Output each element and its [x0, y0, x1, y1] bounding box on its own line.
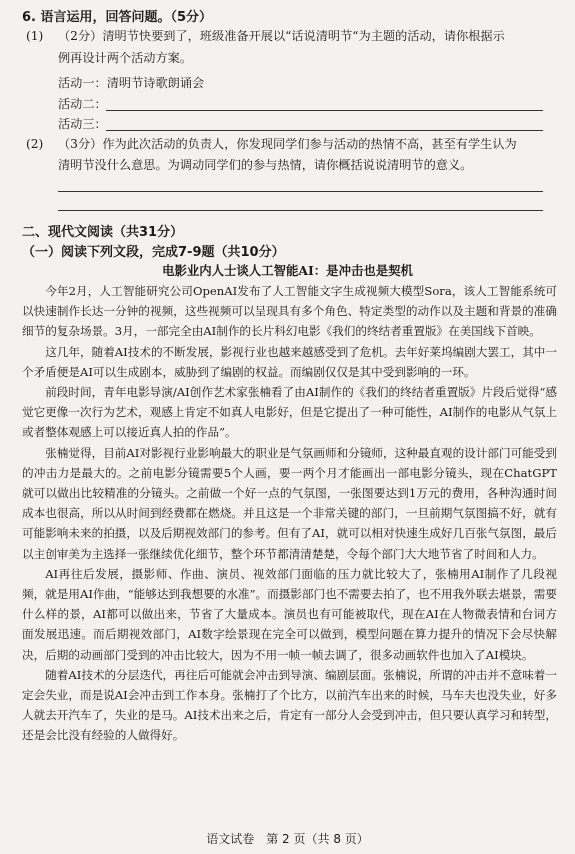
answer-line-1[interactable] — [58, 191, 543, 192]
activity-3-answer-line[interactable] — [106, 130, 543, 131]
article-body — [22, 281, 557, 746]
answer-line-2[interactable] — [58, 210, 543, 211]
article-paragraph: 随着AI技术的分层迭代，再往后可能就会冲击到导演、编剧层面。张楠说，所谓的冲击并不意味着一定会失业，而是说AI会冲击到工作本身。张楠打了个比方，以前汽车出来的时候，马车夫也没失业，好多人就去开汽车了，失业的是马。AI技术出来之后，肯定有一部分人会受到冲击，但只要认真学习和转型，还是会比没有经验的人做得好。 — [22, 667, 557, 743]
subquestion-2-number: (2) — [26, 137, 44, 151]
subquestion-2-text-line2: 清明节没什么意思。为调动同学们的参与热情，请你概括说说清明节的意义。 — [58, 158, 473, 172]
page-footer: 语文试卷 第 2 页（共 8 页） — [206, 832, 369, 846]
subquestion-1-text-line1: （2分）清明节快要到了，班级准备开展以“话说清明节“为主题的活动，请你根据示 — [58, 29, 505, 43]
section-2-title: 二、现代文阅读（共31分） — [22, 225, 184, 240]
subquestion-2-text-line1: （3分）作为此次活动的负责人，你发现同学们参与活动的热情不高，甚至有学生认为 — [58, 137, 517, 151]
article-paragraph: 这几年，随着AI技术的不断发展，影视行业也越来越感受到了危机。去年好莱坞编剧大罢工，其中一个矛盾便是AI可以生成剧本，威胁到了编剧的权益。而编剧仅仅是其中受到影响的一环。 — [22, 344, 557, 379]
activity-2-label: 活动二： — [58, 97, 107, 111]
activity-2-answer-line[interactable] — [106, 110, 543, 111]
article-title: 电影业内人士谈人工智能AI：是冲击也是契机 — [162, 263, 413, 278]
activity-1: 活动一：清明节诗歌朗诵会 — [58, 76, 205, 90]
article-paragraph: AI再往后发展，摄影师、作曲、演员、视效部门面临的压力就比较大了，张楠用AI制作了几段视频，就是用AI作曲，“能够达到我想要的水准”。而摄影部门也不需要去拍了，也不用我外联去堪景，需要什么样的景，AI都可以做出来，节省了大量成本。演员也有可能被取代，现在AI在人物微表情和台词方面发展迅速。而后期视效部门，AI数字绘景现在完全可以做到，模型问题在算力提升的情况下会尽快解决，后期的动画部门受到的冲击比较大，因为不用一帧一帧去调了，很多动画软件也加入了AI模块。 — [22, 566, 557, 662]
article-paragraph: 前段时间，青年电影导演/AI创作艺术家张楠看了由AI制作的《我们的终结者重置版》片段后觉得“感觉它更像一次行为艺术，观感上肯定不如真人电影好，但是它提出了一种可能性，AI制作的电影从气氛上或者整体观感上可以接近真人拍的作品”。 — [22, 385, 557, 440]
question-6-title: 6. 语言运用，回答问题。（5分） — [22, 10, 213, 25]
article-paragraph: 今年2月，人工智能研究公司OpenAI发布了人工智能文字生成视频大模型Sora，该人工智能系统可以快速制作长达一分钟的视频，这些视频可以呈现具有多个角色、特定类型的动作以及主题和背景的准确细节的复杂场景。3月，一部完全由AI制作的长片科幻电影《我们的终结者重置版》在美国线下首映。 — [22, 284, 557, 339]
activity-3-label: 活动三： — [58, 117, 107, 131]
part-1-title: （一）阅读下列文段，完成7-9题（共10分） — [22, 245, 285, 260]
article-paragraph: 张楠觉得，目前AI对影视行业影响最大的职业是气氛画师和分镜师，这种最直观的设计部门可能受到的冲击力是最大的。之前电影分镜需要5个人画，要一两个月才能画出一部电影分镜头，现在ChatGPT就可以做出比较精准的分镜头。之前做一个好一点的气氛图，一张图要达到1万元的费用，各种沟通时间成本也很高，所以从时间到经费都在燃烧。并且这是一个非常关键的部门，一旦前期气氛图搞不好，就有可能影响未来的拍摄，以及后期视效部门的参考。但有了AI，就可以相对快速生成好几百张气氛图，最后以主创审美为主选择一张继续优化细节，整个环节都清清楚楚，令每个部门大大地节省了时间和人力。 — [22, 445, 557, 561]
subquestion-1-text-line2: 例再设计两个活动方案。 — [58, 51, 193, 65]
subquestion-1-number: (1) — [26, 29, 44, 43]
